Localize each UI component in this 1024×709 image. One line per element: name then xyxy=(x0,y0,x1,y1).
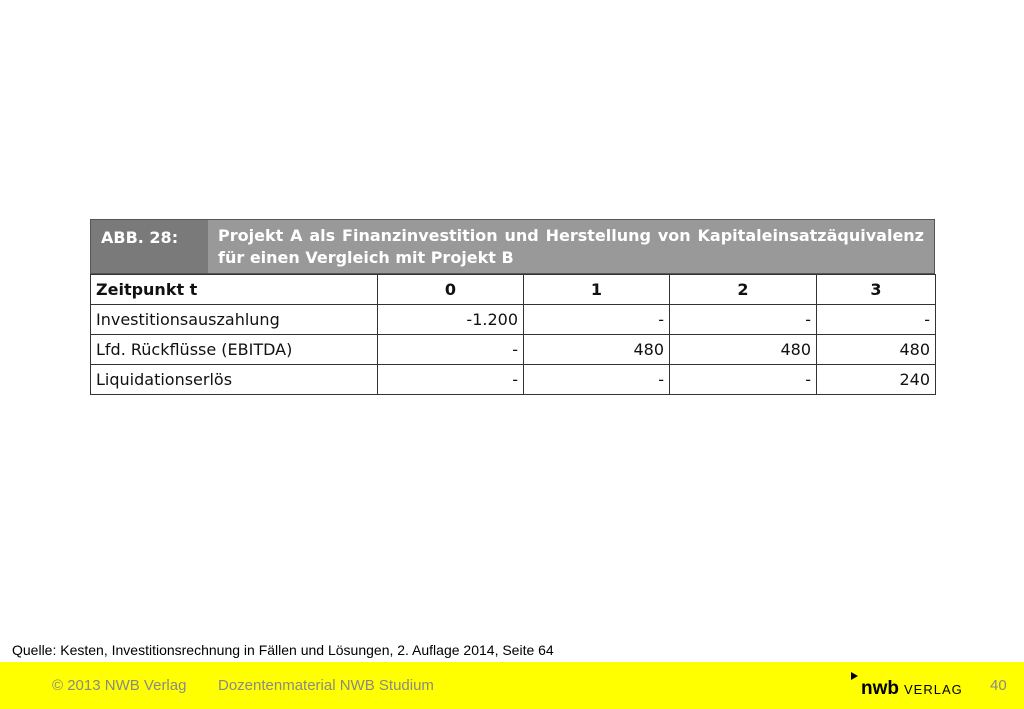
table-cell: 480 xyxy=(670,335,817,365)
table-cell: 240 xyxy=(817,365,936,395)
footer-course-label: Dozentenmaterial NWB Studium xyxy=(218,677,434,694)
table-cell: - xyxy=(817,305,936,335)
table-row xyxy=(91,305,936,335)
logo-sub-text: VERLAG xyxy=(904,682,963,697)
nwb-verlag-logo xyxy=(851,670,963,700)
figure-abb-28 xyxy=(90,219,935,395)
figure-header xyxy=(90,219,935,274)
table-cell: - xyxy=(378,335,524,365)
row-label: Liquidationserlös xyxy=(91,365,378,395)
page-number: 40 xyxy=(990,677,1007,694)
table-cell: -1.200 xyxy=(378,305,524,335)
footer-bar xyxy=(0,662,1024,709)
row-label: Investitionsauszahlung xyxy=(91,305,378,335)
figure-label: ABB. 28: xyxy=(91,220,208,273)
table-cell: - xyxy=(670,365,817,395)
table-header-row xyxy=(91,275,936,305)
table-cell: - xyxy=(524,305,670,335)
table-row xyxy=(91,335,936,365)
cashflow-table xyxy=(90,274,936,395)
table-cell: - xyxy=(378,365,524,395)
table-cell: - xyxy=(670,305,817,335)
header-cell-zeitpunkt: Zeitpunkt t xyxy=(91,275,378,305)
table-cell: 480 xyxy=(524,335,670,365)
logo-main-text: nwb xyxy=(861,678,899,699)
header-cell-3: 3 xyxy=(817,275,936,305)
header-cell-0: 0 xyxy=(378,275,524,305)
figure-title: Projekt A als Finanzinvestition und Herstellung von Kapitaleinsatzäquivalenz für einen Vergleich mit Projekt B xyxy=(218,226,924,267)
header-cell-2: 2 xyxy=(670,275,817,305)
table-row xyxy=(91,365,936,395)
table-cell: 480 xyxy=(817,335,936,365)
logo-arrow-icon xyxy=(851,672,858,680)
header-cell-1: 1 xyxy=(524,275,670,305)
table-cell: - xyxy=(524,365,670,395)
row-label: Lfd. Rückflüsse (EBITDA) xyxy=(91,335,378,365)
source-citation: Quelle: Kesten, Investitionsrechnung in Fällen und Lösungen, 2. Auflage 2014, Seite 64 xyxy=(12,642,554,658)
footer-copyright: © 2013 NWB Verlag xyxy=(52,677,187,694)
